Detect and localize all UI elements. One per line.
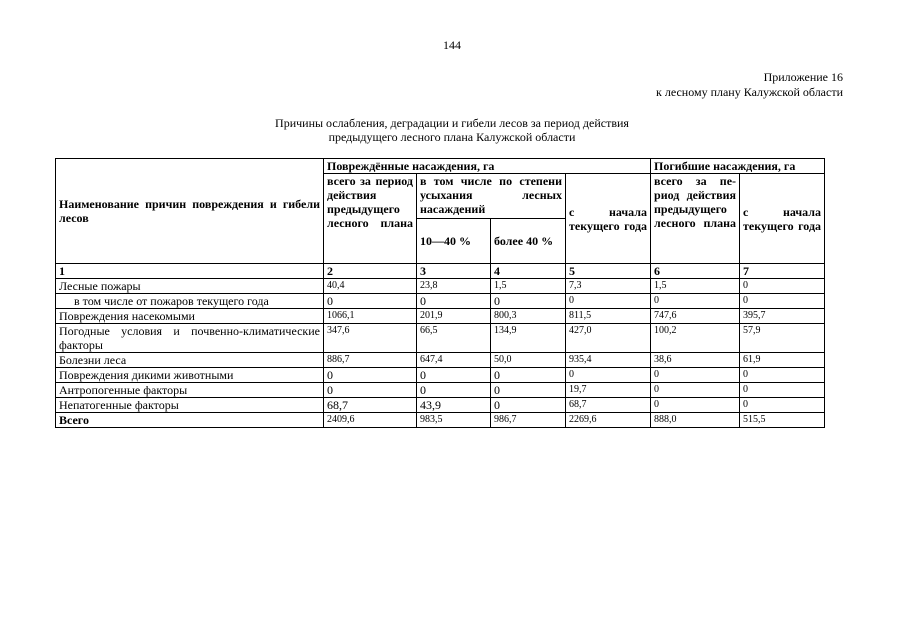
cell-value: 0: [740, 279, 825, 294]
cell-value: 0: [491, 294, 566, 309]
cell-value: 0: [740, 398, 825, 413]
cell-value: 0: [417, 294, 491, 309]
cell-value: 68,7: [324, 398, 417, 413]
cell-value: 0: [651, 383, 740, 398]
cell-value: 134,9: [491, 324, 566, 353]
table-header: [56, 159, 825, 279]
header-dead-current: с начала текущего года: [740, 174, 825, 264]
cell-value: 0: [651, 368, 740, 383]
cell-value: 515,5: [740, 413, 825, 428]
cell-value: 0: [417, 368, 491, 383]
row-name: Антропогенные факторы: [56, 383, 324, 398]
cell-value: 23,8: [417, 279, 491, 294]
cell-value: 0: [566, 368, 651, 383]
cell-value: 0: [324, 383, 417, 398]
document-title: [0, 116, 904, 144]
cell-value: 986,7: [491, 413, 566, 428]
page-number: 144: [443, 38, 461, 52]
cell-value: 0: [651, 398, 740, 413]
cell-value: 983,5: [417, 413, 491, 428]
table-row: [56, 398, 825, 413]
row-name: Непатогенные факторы: [56, 398, 324, 413]
col-number: 1: [56, 264, 324, 279]
appendix-line-1: Приложение 16: [763, 70, 843, 84]
cell-value: 0: [651, 294, 740, 309]
cell-value: 0: [324, 294, 417, 309]
cell-value: 347,6: [324, 324, 417, 353]
cell-value: 0: [417, 383, 491, 398]
header-dead-total: всего за период действия предыдущего лесного плана: [651, 174, 740, 264]
cell-value: 0: [740, 368, 825, 383]
cell-value: 38,6: [651, 353, 740, 368]
causes-table: [55, 158, 825, 428]
cell-value: 427,0: [566, 324, 651, 353]
cell-value: 0: [491, 368, 566, 383]
cell-value: 68,7: [566, 398, 651, 413]
cell-value: 0: [324, 368, 417, 383]
row-name: Повреждения дикими животными: [56, 368, 324, 383]
header-dead-group: Погибшие насаждения, га: [651, 159, 825, 174]
header-damaged-group: Повреждённые насаждения, га: [324, 159, 651, 174]
cell-value: 100,2: [651, 324, 740, 353]
row-name: в том числе от пожаров текущего года: [56, 294, 324, 309]
title-line-1: Причины ослабления, деградации и гибели лесов за период действия: [275, 116, 629, 130]
cell-value: 2269,6: [566, 413, 651, 428]
cell-value: 0: [491, 383, 566, 398]
row-name: Болезни леса: [56, 353, 324, 368]
col-number: 5: [566, 264, 651, 279]
appendix-caption: [656, 70, 843, 100]
cell-value: 0: [566, 294, 651, 309]
cell-value: 40,4: [324, 279, 417, 294]
cell-value: 888,0: [651, 413, 740, 428]
col-number: 7: [740, 264, 825, 279]
table-body: [56, 279, 825, 428]
row-name: Всего: [56, 413, 324, 428]
cell-value: 7,3: [566, 279, 651, 294]
cell-value: 886,7: [324, 353, 417, 368]
cell-value: 811,5: [566, 309, 651, 324]
col-number: 2: [324, 264, 417, 279]
table-row-total: [56, 413, 825, 428]
cell-value: 647,4: [417, 353, 491, 368]
cell-value: 395,7: [740, 309, 825, 324]
table-row: [56, 353, 825, 368]
row-name: Лесные пожары: [56, 279, 324, 294]
table-row: [56, 294, 825, 309]
cell-value: 1066,1: [324, 309, 417, 324]
table-row: [56, 309, 825, 324]
cell-value: 50,0: [491, 353, 566, 368]
cell-value: 0: [740, 294, 825, 309]
table-row: [56, 368, 825, 383]
cell-value: 57,9: [740, 324, 825, 353]
header-damaged-current: с начала текущего года: [566, 174, 651, 264]
cell-value: 0: [491, 398, 566, 413]
cell-value: 1,5: [651, 279, 740, 294]
cell-value: 19,7: [566, 383, 651, 398]
table-row: [56, 324, 825, 353]
cell-value: 1,5: [491, 279, 566, 294]
cell-value: 800,3: [491, 309, 566, 324]
table-row: [56, 279, 825, 294]
col-number: 3: [417, 264, 491, 279]
header-damaged-total: всего за период действия предыдущего лесного плана: [324, 174, 417, 264]
col-number: 6: [651, 264, 740, 279]
header-degree-over-40: более 40 %: [491, 219, 566, 264]
header-degree-10-40: 10—40 %: [417, 219, 491, 264]
cell-value: 747,6: [651, 309, 740, 324]
row-name: Повреждения насекомыми: [56, 309, 324, 324]
cell-value: 2409,6: [324, 413, 417, 428]
row-name: Погодные условия и почвенно-климатические факторы: [56, 324, 324, 353]
col-number: 4: [491, 264, 566, 279]
cell-value: 0: [740, 383, 825, 398]
table-row: [56, 383, 825, 398]
cell-value: 61,9: [740, 353, 825, 368]
appendix-line-2: к лесному плану Калужской области: [656, 85, 843, 99]
title-line-2: предыдущего лесного плана Калужской области: [328, 130, 576, 144]
cell-value: 66,5: [417, 324, 491, 353]
header-cause-name: Наименование причин повреждения и гибели лесов: [56, 159, 324, 264]
header-by-degree: в том числе по степени усыхания лесных насаждений: [417, 174, 566, 219]
cell-value: 935,4: [566, 353, 651, 368]
cell-value: 43,9: [417, 398, 491, 413]
cell-value: 201,9: [417, 309, 491, 324]
